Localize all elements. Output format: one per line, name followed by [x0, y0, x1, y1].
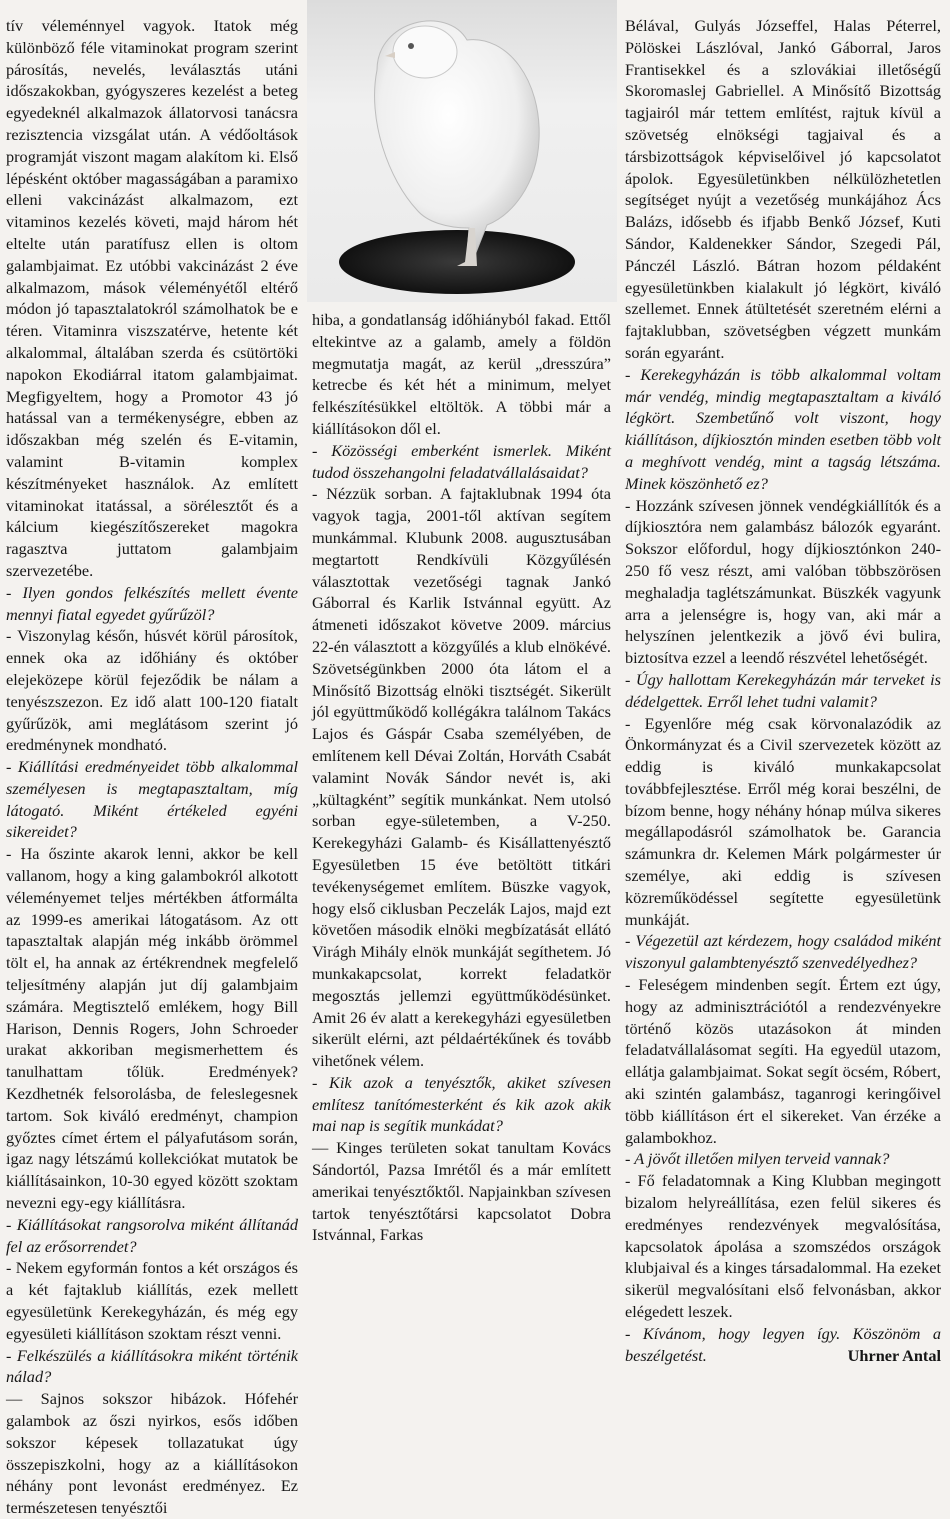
article-column-1 [6, 15, 298, 1518]
interview-paragraph: — Kinges területen sokat tanultam Kovács Sándortól, Pazsa Imrétől és a már említett amerikai tenyésztőktől. Napjainkban szívesen tartok tenyésztőtársi kapcsolatot Dobra Istvánnal, Farkas [312, 1138, 611, 1245]
interview-paragraph: - Ha őszinte akarok lenni, akkor be kell vallanom, hogy a king galambokról alkotott véleményemet teljes mértékben átformálta az 1999-es amerikai látogatásom. Az ott tapasztaltak alapján még inkább örömmel tölt el, ha annak az értékrendnek megfelelő teljesítmény alapján jut díj galambjaim számára. Megtisztelő emlékem, hogy Bill Harison, Dennis Rogers, John Schroeder urakat akkoriban megismerhettem és tanulhattam tőlük. Eredmények? Kezdhetnék felsorolásba, de feleslegesnek tartom. Sok kiváló eredményt, champion győztes címet értem el pályafutásom során, igaz nagy létszámú kollekciókat mutatok be kiállításainkon, 10-30 egyed között szoktam nevezni egy-egy kiállításra. [6, 844, 298, 1213]
interview-paragraph: - Nézzük sorban. A fajtaklubnak 1994 óta vagyok tagja, 2001-től aktívan segítem munkámmal. Klubunk 2008. augusztusában megtartott Rendkívüli Közgyűlésén választottak vezetőségi tagnak Jankó Gáborral és Karlik Istvánnal együtt. Az átmeneti időszakot követve 2009. március 22-én választott a közgyűlés a klub elnökévé. Szövetségünkben 2000 óta látom el a Minősítő Bizottság elnöki tisztségét. Sikerült jól együttműködő kollégákra találnom Takács Lajos és Gáspár Csaba személyében, de említenem kell Dévai Zoltán, Horváth Csabát valamint Novák Sándor nevét is, aki „kültagként” segítik munkánkat. Nem utolsó sorban egye-sületemben, a V-250. Kerekegyházi Galamb- és Kisállattenyésztő Egyesületben 15 éve betöltött titkári tevékenységemet említem. Büszke vagyok, hogy első ciklusban Peczelák Lajos, majd ezt követően második elnöki megbízatását ellátó Virágh Mihály elnök munkáját segíthetem. Jó munkakapcsolat, korrekt feladatkör megosztás jellemzi együttműködésünket. Amit 26 év alatt a kerekegyházi egyesületben sikerült elérni, azt példaértékűnek és tovább vihetőnek vélem. [312, 484, 611, 1071]
interview-question: - Úgy hallottam Kerekegyházán már terveket is dédelgettek. Erről lehet tudni valamit? [625, 669, 941, 711]
floor-shadow [339, 230, 575, 294]
interview-paragraph: - Fő feladatomnak a King Klubban megingott bizalom helyreállítása, ezen felül sikeres és eredményes rendezvények megvalósítása, kapcsolatok ápolása a szomszédos országok klubjaival és a kinges társadalommal. Ha ezeket sikerül megvalósítani első felvonásban, akkor elégedett leszek. [625, 1171, 941, 1322]
interview-paragraph: tív véleménnyel vagyok. Itatok még különböző féle vitaminokat program szerint párosítás, nevelés, leválasztás utáni időszakokban, gyógyszeres kezelést a beteg egyedeknél alkalmazok állatorvosi tanácsra rezisztencia vizsgálat után. A védőoltások programját viszont magam alakítom ki. Első lépésként október magasságában a paramixo elleni vakcinázást alkalmazom, ezt vitaminos kezelés követi, majd három hét eltelte után paratífusz ellen is oltom galambjaimat. Ez utóbbi vakcinázást 2 éve alkalmazom, mások véleményétől eltérő módon jó tapasztalatokról számolhatok be e téren. Vitaminra viszszatérve, hetente két alkalommal, általában szerda és csütörtöki napokon Ekodiárral itatom galambjaimat. Megfigyeltem, hogy a Promotor 43 jó hatással van a termékenységre, ebben az időszakban még szelén és E-vitamin, valamint B-vitamin komplex készítményeket használok. Az említett vitaminokat itatással, a sörélesztőt és a kálcium kiegészítőszereket magokra ragasztva juttatom galambjaim szervezetébe. [6, 16, 298, 580]
article-column-2 [312, 309, 611, 1340]
white-king-pigeon-image [307, 0, 617, 302]
interview-question: - Kerekegyházán is több alkalommal voltam már vendég, mindig megtapasztaltam a kiváló légkört. Szembetűnő volt viszont, hogy kiállításon, díjkiosztón minden esetben több volt a meghívott vendég, mint a tagság létszáma. Minek köszönhető ez? [625, 364, 941, 493]
interview-paragraph: Bélával, Gulyás Józseffel, Halas Péterrel, Pölöskei Lászlóval, Jankó Gáborral, Jaros Frantisekkel és a szlovákiai illetőségű Skoromaslej Gabriellel. A Minősítő Bizottság tagjairól már tettem említést, rajtuk kívül a szövetség elnökségi tagjaival és a társbizottságok képviselőivel jó kapcsolatot ápolok. Egyesületünkben nélkülözhetetlen segítséget nyújt a vezetőség munkájához Ács Balázs, idősebb és ifjabb Benkő József, Kuti Sándor, Kaldenekker Sándor, Szegedi Pál, Pánczél László. Bátran hozom példaként egyesületünkben kialakult jó légkört, kiváló szellemet. Ennek átültetését szeretném elérni a fajtaklubban, szövetségben végzett munkám során egyaránt. [625, 16, 941, 362]
interview-question: - Ilyen gondos felkészítés mellett évente mennyi fiatal egyedet gyűrűzöl? [6, 582, 298, 624]
pigeon-head [393, 26, 457, 78]
interview-question: - Felkészülés a kiállításokra miként történik nálad? [6, 1345, 298, 1387]
interview-paragraph: hiba, a gondatlanság időhiányból fakad. Ettől eltekintve az a galamb, amely a földön megmutatja magát, az kerül „dresszúra” ketrecbe és két hét a minimum, melyet felkészítésükkel eltöltök. A többi már a kiállításokon dől el. [312, 310, 611, 438]
interview-paragraph: - Viszonylag későn, húsvét körül párosítok, ennek oka az időhiány és október elejeközepe körül fejeződik be nálam a tenyészszezon. Ez idő alatt 100-120 fiatalt gyűrűzök, ami meglátásom szerint jó eredménynek mondható. [6, 626, 298, 755]
interview-question: - Végezetül azt kérdezem, hogy családod miként viszonyul galambtenyésztő szenvedélyedhez? [625, 931, 941, 973]
interview-question: - A jövőt illetően milyen terveid vannak? [625, 1149, 890, 1169]
interview-question: - Kiállítási eredményeidet több alkalommal személyesen is megtapasztaltam, míg látogató. Miként értékeled egyéni sikereidet? [6, 757, 298, 842]
interview-question: - Kiállításokat rangsorolva miként állítanád fel az erősorrendet? [6, 1214, 298, 1256]
interview-paragraph: - Feleségem mindenben segít. Értem ezt úgy, hogy az adminisztrációtól a rendezvényekre történő közös utazásokon át minden feladatvállalásomat segíti. Ha egyedül utazom, ellátja galambjaimat. Sokat segít öcsém, Róbert, aki szintén galambász, taganrogi keringőivel több kiállításon ért el sikereket. Van érzéke a galambokhoz. [625, 975, 941, 1147]
pigeon-eye [408, 43, 414, 49]
interview-question: - Közösségi emberként ismerlek. Miként tudod összehangolni feladatvállalásaidat? [312, 440, 611, 482]
pigeon-photo [307, 0, 617, 302]
interview-question: - Kik azok a tenyésztők, akiket szívesen említesz tanítómesterként és kik azok akik mai nap is segítik munkádat? [312, 1072, 611, 1136]
interview-paragraph: - Nekem egyformán fontos a két országos és a két fajtaklub kiállítás, ezek mellett egyesületünk Kerekegyházán, és még egy egyesületi kiállításon szoktam részt venni. [6, 1258, 298, 1343]
interview-paragraph: — Sajnos sokszor hibázok. Hófehér galambok az őszi nyirkos, esős időben sokszor képesek tollazatukat úgy összepiszkolni, hogy az a kiállításokon néhány pont levonást eredményez. Ez természetesen tenyésztői [6, 1389, 298, 1518]
author-signature: Uhrner Antal [847, 1345, 941, 1365]
interview-paragraph: - Hozzánk szívesen jönnek vendégkiállítók és a díjkiosztóra nem galambász bálozók egyaránt. Sokszor előfordul, hogy díjkiosztónkon 240-250 fő vesz részt, ami valóban többszörösen meghaladja taglétszámunkat. Büszkék vagyunk arra a jelenségre is, hogy van, aki már a helyszínen jelentkezik a jövő évi bulira, biztosítva ezzel a leendő részvétel lehetőségét. [625, 495, 941, 668]
interview-paragraph: - Egyenlőre még csak körvonalazódik az Önkormányzat és a Civil szervezetek között az eddig is kiváló munkakapcsolat továbbfejlesztése. Erről még korai beszélni, de bízom benne, hogy néhány hónap múlva sikeres megállapodásról számolhatok be. Garancia számunkra dr. Kelemen Márk polgármester úr személye, aki eddig is szívesen közreműködéssel segítette egyesületünk munkáját. [625, 713, 941, 929]
interview-question: - Kívánom, hogy legyen így. Köszönöm a beszélgetést. Uhrner Antal [625, 1323, 941, 1365]
article-column-3 [625, 15, 941, 1365]
